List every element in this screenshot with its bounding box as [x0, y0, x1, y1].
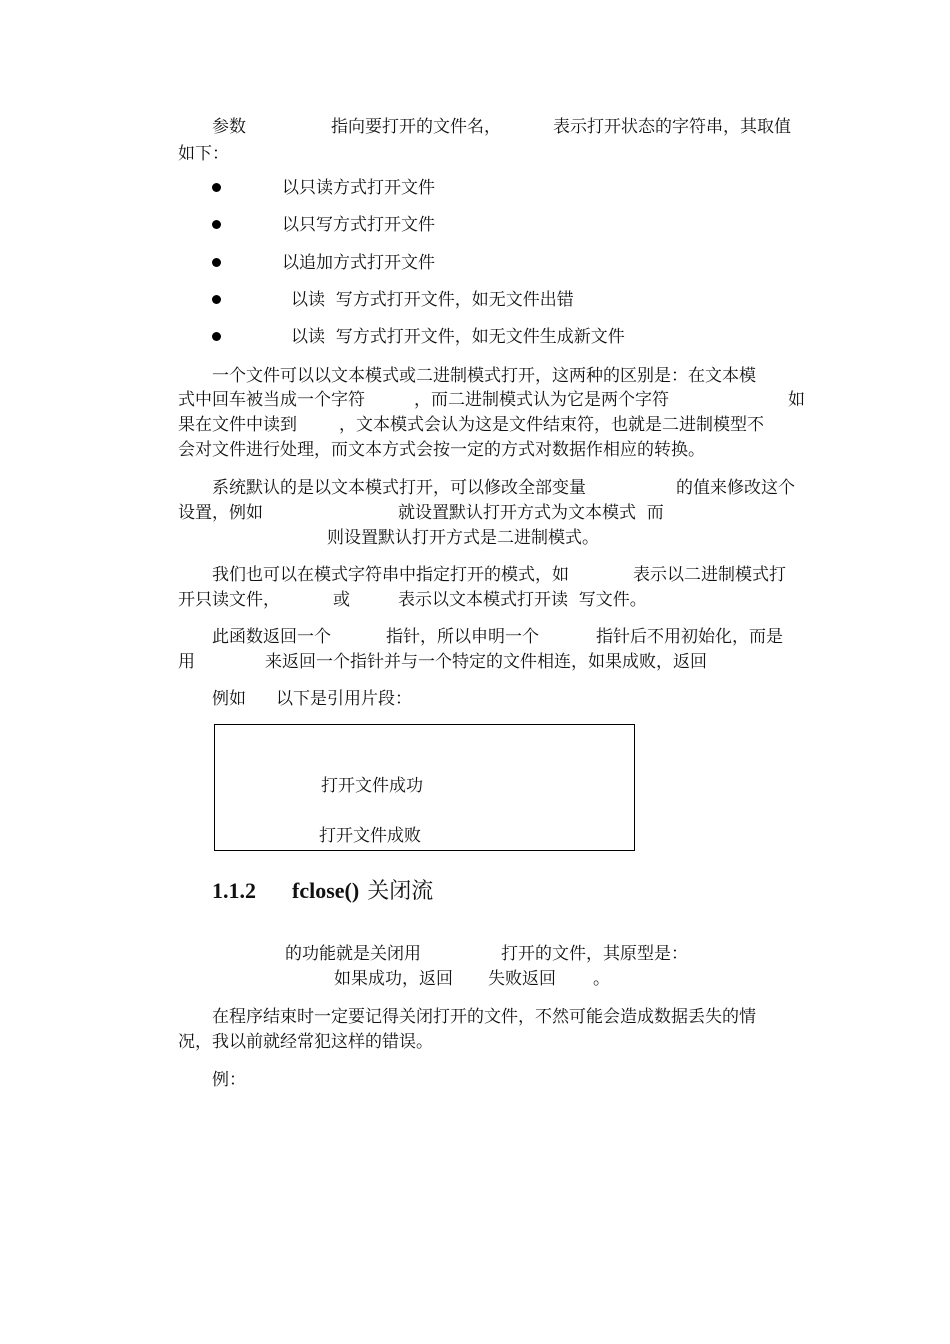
para4-line: 表示以文本模式打开读 写文件。 [398, 590, 647, 610]
para5-line: 指针，所以申明一个 [386, 627, 539, 647]
bullet-icon [212, 332, 221, 341]
para3-line: 设置，例如 [178, 503, 263, 523]
param-values-label: 如下： [178, 144, 229, 164]
para7-line: 的功能就是关闭用 [285, 944, 421, 964]
para3-line: 就设置默认打开方式为文本模式 而 [398, 503, 664, 523]
section-number: 1.1.2 [212, 878, 256, 903]
bullet-icon [212, 295, 221, 304]
para5-line: 指针后不用初始化，而是 [596, 627, 783, 647]
bullet-icon [212, 183, 221, 192]
param-mode-desc: 表示打开状态的字符串，其取值 [553, 117, 791, 137]
para4-line: 或 [333, 590, 350, 610]
mode-item: 以读 写方式打开文件，如无文件生成新文件 [291, 327, 625, 347]
mode-item: 以读 写方式打开文件，如无文件出错 [291, 290, 574, 310]
para2-line: ，而二进制模式认为它是两个字符 [414, 390, 669, 410]
section-title: 关闭流 [367, 879, 434, 904]
section-heading [212, 877, 433, 906]
para4-line: 开只读文件， [178, 590, 280, 610]
para3-line: 系统默认的是以文本模式打开，可以修改全部变量 [212, 478, 586, 498]
example-label-2: 例： [212, 1070, 246, 1090]
para3-line: 则设置默认打开方式是二进制模式。 [327, 528, 599, 548]
para3-line: 的值来修改这个 [676, 478, 795, 498]
quote-intro: 以下是引用片段： [276, 689, 412, 709]
code-snippet-box [214, 724, 635, 851]
para5-line: 来返回一个指针并与一个特定的文件相连，如果成败，返回 [265, 652, 707, 672]
para4-line: 表示以二进制模式打 [633, 565, 786, 585]
para8-line: 况，我以前就经常犯这样的错误。 [178, 1032, 433, 1052]
para7-line: 。 [593, 969, 610, 989]
para2-line: ，文本模式会认为这是文件结束符，也就是二进制模型不 [339, 415, 764, 435]
code-line: 打开文件成功 [321, 776, 423, 796]
para8-line: 在程序结束时一定要记得关闭打开的文件，不然可能会造成数据丢失的情 [212, 1007, 756, 1027]
example-label: 例如 [212, 689, 246, 709]
para2-line: 如 [788, 390, 805, 410]
mode-item: 以追加方式打开文件 [282, 253, 435, 273]
param-label: 参数 [212, 117, 246, 137]
para7-line: 如果成功，返回 [334, 969, 453, 989]
para4-line: 我们也可以在模式字符串中指定打开的模式，如 [212, 565, 569, 585]
para5-line: 用 [178, 652, 195, 672]
param-filename-desc: 指向要打开的文件名， [331, 117, 501, 137]
bullet-icon [212, 220, 221, 229]
bullet-icon [212, 258, 221, 267]
para2-line: 果在文件中读到 [178, 415, 297, 435]
mode-item: 以只写方式打开文件 [282, 215, 435, 235]
para2-line: 式中回车被当成一个字符 [178, 390, 365, 410]
para7-line: 失败返回 [488, 969, 556, 989]
code-line: 打开文件成败 [319, 826, 421, 846]
para5-line: 此函数返回一个 [212, 627, 331, 647]
para2-line: 一个文件可以以文本模式或二进制模式打开，这两种的区别是：在文本模 [212, 366, 756, 386]
para2-line: 会对文件进行处理，而文本方式会按一定的方式对数据作相应的转换。 [178, 440, 705, 460]
section-function-name: fclose() [292, 878, 360, 903]
mode-item: 以只读方式打开文件 [282, 178, 435, 198]
para7-line: 打开的文件，其原型是： [501, 944, 688, 964]
